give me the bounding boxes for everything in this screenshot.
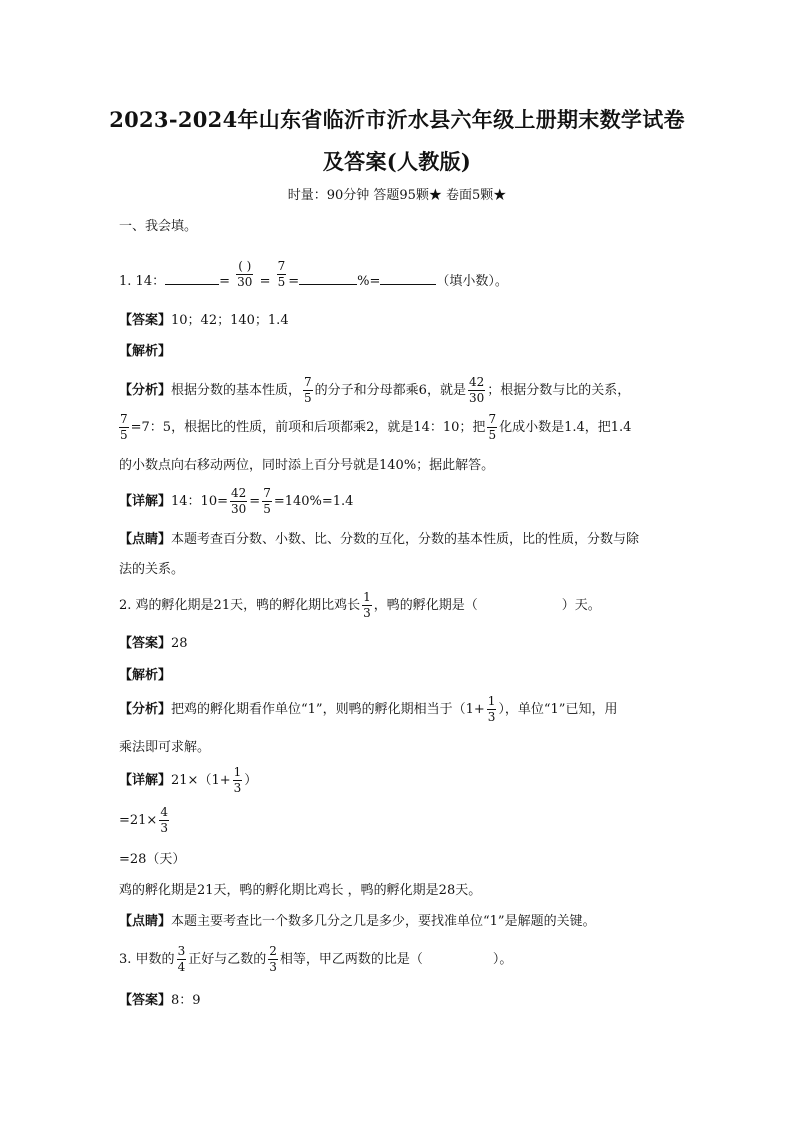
section-heading: 一、我会填。 [119, 219, 198, 234]
fraction-denominator: 5 [488, 428, 497, 442]
fraction-denominator: 3 [363, 606, 371, 620]
answer-text: 8：9 [171, 993, 201, 1008]
text: ，鸭的孵化期是（ [373, 598, 478, 613]
dianjing-tag: 【点睛】 [119, 914, 172, 929]
fraction-numerator: 7 [304, 375, 312, 389]
answer-line [119, 992, 201, 1010]
answer-blank [380, 272, 436, 285]
fraction-denominator: 5 [263, 502, 271, 516]
text: 14：10= [171, 494, 228, 509]
fraction-numerator: 4 [160, 805, 168, 819]
xiangjie-step [119, 805, 171, 836]
fraction-numerator: 3 [177, 944, 186, 958]
question-number: 1. [119, 274, 132, 289]
text: 本题主要考查比一个数多几分之几是多少，要找准单位“1”是解题的关键。 [171, 914, 596, 929]
text: 甲数的 [135, 952, 175, 967]
text: 鸡的孵化期是21天，鸭的孵化期比鸡长 [135, 598, 361, 613]
question-1 [119, 259, 508, 302]
question-3 [119, 944, 512, 975]
text: =21× [119, 813, 158, 828]
question-tail: （填小数）。 [436, 274, 508, 289]
text: ），单位“1”已知，用 [498, 702, 618, 717]
answer-tag: 【答案】 [119, 313, 172, 328]
answer-text: 10；42；140；1.4 [171, 313, 289, 328]
text: ；根据分数与比的关系， [487, 383, 631, 398]
fraction-denominator: 3 [269, 960, 277, 974]
answer-tag: 【答案】 [119, 636, 172, 651]
fraction-numerator: 7 [488, 412, 497, 426]
fraction [487, 694, 497, 725]
text: 的分子和分母都乘6，就是 [314, 383, 466, 398]
text: 21×（1+ [171, 773, 231, 788]
conclusion: 鸡的孵化期是21天，鸭的孵化期比鸡长 ，鸭的孵化期是28天。 [119, 883, 482, 898]
analysis-tag: 【解析】 [119, 668, 172, 683]
fenxi-line [119, 412, 631, 443]
fraction [303, 375, 313, 406]
fraction-denominator: 30 [237, 275, 253, 289]
fraction-numerator: ( ) [236, 259, 253, 275]
doc-title-line2: 及答案(人教版) [322, 149, 472, 174]
fraction-numerator: 7 [263, 486, 271, 500]
fenxi-line: 的小数点向右移动两位，同时添上百分号就是140%；据此解答。 [119, 458, 495, 473]
text: ）天。 [561, 598, 601, 613]
text: 化成小数是1.4，把1.4 [499, 420, 632, 435]
fenxi-line: 乘法即可求解。 [119, 740, 211, 755]
xiangjie-line [119, 486, 353, 517]
percent-sign: %= [357, 274, 381, 289]
fraction-numerator: 2 [269, 944, 277, 958]
fraction-numerator: 1 [487, 694, 496, 708]
fenxi-tag: 【分析】 [119, 383, 172, 398]
fenxi-tag: 【分析】 [119, 702, 172, 717]
text: 相等，甲乙两数的比是（ [279, 952, 423, 967]
doc-title-line1: 2023-2024年山东省临沂市沂水县六年级上册期末数学试卷 [109, 107, 685, 132]
xiangjie-line [119, 765, 257, 796]
fraction-denominator: 5 [277, 275, 286, 289]
fraction-numerator: 42 [231, 486, 247, 500]
analysis-tag: 【解析】 [119, 344, 172, 359]
question-number: 2. [119, 598, 132, 613]
dianjing-tag: 【点睛】 [119, 532, 172, 547]
fraction-denominator: 5 [304, 391, 312, 405]
answer-tag: 【答案】 [119, 993, 172, 1008]
fraction [119, 412, 129, 443]
fenxi-line [119, 375, 630, 406]
fraction-denominator: 30 [468, 391, 485, 405]
fraction-denominator: 3 [160, 821, 168, 835]
fraction-numerator: 1 [233, 765, 242, 779]
fraction-numerator: 7 [120, 412, 128, 426]
fraction-numerator: 1 [363, 590, 371, 604]
equals-sign: = [259, 274, 271, 289]
equals-sign: = [249, 494, 261, 509]
dianjing-line: 法的关系。 [119, 562, 185, 577]
answer-text: 28 [171, 636, 188, 651]
fraction-numerator: 42 [468, 375, 485, 389]
text: 本题考查百分数、小数、比、分数的互化，分数的基本性质，比的性质，分数与除 [171, 532, 640, 547]
dianjing-line [119, 531, 639, 549]
fraction [487, 412, 497, 443]
fraction [268, 944, 278, 975]
answer-blank [165, 272, 219, 285]
answer-line [119, 635, 188, 653]
text: ） [244, 773, 258, 788]
fraction [230, 486, 247, 517]
fraction [362, 590, 372, 621]
fraction-denominator: 30 [231, 502, 247, 516]
answer-line [119, 312, 289, 330]
fraction-numerator: 7 [277, 259, 286, 273]
xiangjie-step: =28（天） [119, 852, 186, 867]
text: 把鸡的孵化期看作单位“1”，则鸭的孵化期相当于（1+ [171, 702, 485, 717]
fraction [177, 944, 187, 975]
fraction [468, 375, 485, 406]
fraction-denominator: 5 [120, 428, 128, 442]
xiangjie-tag: 【详解】 [119, 773, 172, 788]
fraction [262, 486, 272, 517]
text: =7：5，根据比的性质，前项和后项都乘2，就是14：10；把 [130, 420, 486, 435]
equals-sign: = [288, 274, 300, 289]
answer-blank [299, 272, 357, 285]
question-2 [119, 590, 601, 621]
text: =140%=1.4 [273, 494, 354, 509]
fraction [159, 805, 169, 836]
equals-sign: = [219, 274, 230, 289]
fraction [233, 765, 243, 796]
doc-meta: 时量：90分钟 答题95颗★ 卷面5颗★ [287, 188, 507, 203]
fraction-denominator: 3 [233, 781, 242, 795]
dianjing-line [119, 913, 596, 931]
text: ）。 [492, 952, 513, 967]
xiangjie-tag: 【详解】 [119, 494, 172, 509]
fenxi-line [119, 694, 617, 725]
question-number: 3. [119, 952, 132, 967]
fraction [277, 259, 287, 290]
fraction [236, 259, 253, 290]
fraction-denominator: 3 [487, 710, 496, 724]
fraction-denominator: 4 [177, 960, 186, 974]
text: 根据分数的基本性质， [171, 383, 302, 398]
text: 正好与乙数的 [188, 952, 267, 967]
q1-ratio-prefix: 14： [135, 274, 166, 289]
